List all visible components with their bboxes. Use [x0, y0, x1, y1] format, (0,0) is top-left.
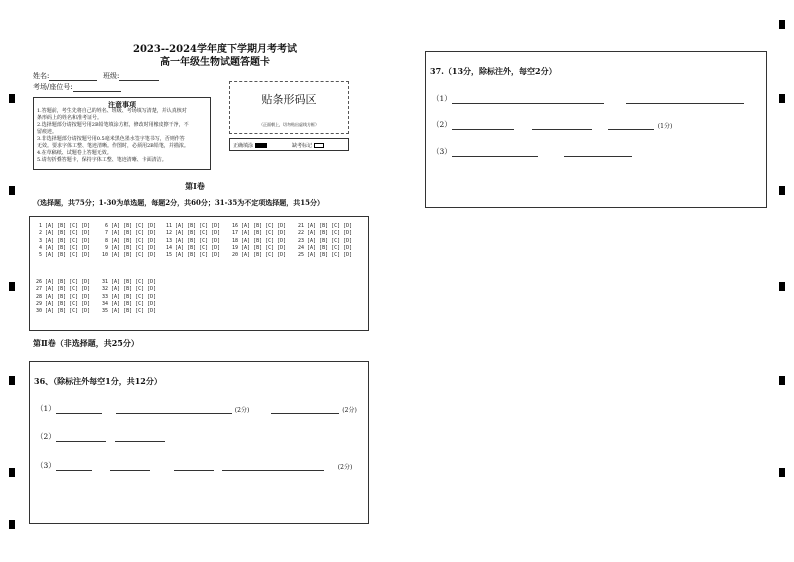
section2-title: 第Ⅱ卷（非选择题，共25分）	[33, 338, 139, 348]
answer-blank[interactable]	[56, 462, 92, 471]
q37-part1-label: （1）	[432, 94, 452, 103]
absent-label: 缺考标记	[292, 143, 313, 149]
answer-options[interactable]: [A] [B] [C] [D]	[111, 279, 157, 285]
position-mark	[9, 520, 15, 529]
answer-blank[interactable]	[564, 148, 632, 157]
choice-row[interactable]	[36, 301, 90, 308]
answer-options[interactable]: [A] [B] [C] [D]	[175, 230, 221, 237]
absent-checkbox[interactable]	[314, 143, 324, 148]
score-note: (1分)	[657, 123, 673, 130]
answer-blank[interactable]	[452, 95, 604, 104]
notice-line: 留痕迹。	[37, 129, 58, 135]
question-number: 4	[36, 244, 46, 251]
position-mark	[9, 468, 15, 477]
position-mark	[779, 186, 785, 195]
choice-row[interactable]	[232, 223, 286, 230]
position-mark	[9, 376, 15, 385]
question-number: 14	[166, 244, 176, 251]
answer-options[interactable]: [A] [B] [C] [D]	[45, 300, 91, 307]
choice-row[interactable]	[102, 286, 156, 293]
choice-row[interactable]	[166, 230, 220, 237]
answer-blank[interactable]	[56, 405, 102, 414]
answer-options[interactable]: [A] [B] [C] [D]	[111, 286, 157, 293]
q37-box[interactable]	[425, 51, 767, 208]
position-mark	[779, 20, 785, 29]
choice-row[interactable]	[36, 238, 90, 245]
answer-options[interactable]: [A] [B] [C] [D]	[45, 308, 91, 315]
correct-fill-label: 正确填涂	[233, 143, 254, 149]
notice-line: 5.请勿折叠答题卡，保持字体工整、笔迹清晰、卡面清洁。	[37, 157, 167, 163]
choice-row[interactable]	[102, 308, 156, 315]
answer-options[interactable]: [A] [B] [C] [D]	[45, 223, 91, 229]
question-number: 8	[102, 237, 112, 244]
question-number: 21	[298, 223, 308, 229]
q37-title: 37.（13分，除标注外，每空2分）	[430, 66, 557, 76]
answer-options[interactable]: [A] [B] [C] [D]	[111, 300, 157, 307]
choice-group[interactable]	[298, 223, 352, 259]
answer-blank[interactable]	[116, 405, 232, 414]
choice-group[interactable]	[36, 279, 90, 315]
choice-row[interactable]	[102, 230, 156, 237]
position-mark	[779, 468, 785, 477]
choices-box[interactable]	[29, 216, 369, 331]
q37-part2-label: （2）	[432, 120, 452, 129]
answer-blank[interactable]	[452, 121, 514, 130]
answer-options[interactable]: [A] [B] [C] [D]	[45, 244, 91, 251]
question-number: 11	[166, 223, 176, 229]
choice-row[interactable]	[298, 223, 352, 230]
question-number: 10	[102, 252, 112, 259]
q36-box[interactable]	[29, 361, 369, 524]
choice-row[interactable]	[232, 238, 286, 245]
choice-row[interactable]	[102, 238, 156, 245]
choice-row[interactable]	[36, 252, 90, 259]
answer-options[interactable]: [A] [B] [C] [D]	[307, 252, 353, 259]
position-mark	[779, 94, 785, 103]
barcode-area	[229, 81, 349, 134]
position-mark	[9, 186, 15, 195]
question-number: 20	[232, 252, 242, 259]
exam-subtitle: 高一年级生物试题答题卡	[160, 57, 270, 68]
question-number: 34	[102, 300, 112, 307]
answer-options[interactable]: [A] [B] [C] [D]	[111, 230, 157, 237]
question-number: 6	[102, 223, 112, 229]
answer-options[interactable]: [A] [B] [C] [D]	[45, 230, 91, 237]
choice-group[interactable]	[166, 223, 220, 259]
notice-title: 注意事项	[108, 100, 136, 109]
answer-options[interactable]: [A] [B] [C] [D]	[45, 252, 91, 259]
choice-row[interactable]	[298, 252, 352, 259]
answer-options[interactable]: [A] [B] [C] [D]	[175, 252, 221, 259]
q36-title: 36、（除标注外每空1分，共12分）	[34, 376, 162, 386]
choice-row[interactable]	[298, 238, 352, 245]
question-number: 27	[36, 286, 46, 293]
question-number: 33	[102, 293, 112, 300]
position-mark	[779, 282, 785, 291]
room-field[interactable]	[33, 82, 121, 92]
question-number: 2	[36, 230, 46, 237]
question-number: 7	[102, 230, 112, 237]
choice-row[interactable]	[36, 245, 90, 252]
choice-row[interactable]	[166, 238, 220, 245]
answer-options[interactable]: [A] [B] [C] [D]	[111, 244, 157, 251]
question-number: 32	[102, 286, 112, 293]
answer-options[interactable]: [A] [B] [C] [D]	[45, 293, 91, 300]
answer-blank[interactable]	[532, 121, 592, 130]
choice-row[interactable]	[166, 245, 220, 252]
question-number: 12	[166, 230, 176, 237]
choice-row[interactable]	[102, 245, 156, 252]
choice-row[interactable]	[298, 245, 352, 252]
question-number: 9	[102, 244, 112, 251]
choice-row[interactable]	[36, 279, 90, 286]
answer-options[interactable]: [A] [B] [C] [D]	[241, 237, 287, 244]
choice-row[interactable]	[36, 286, 90, 293]
room-label: 考场/座位号:	[33, 83, 73, 91]
answer-options[interactable]: [A] [B] [C] [D]	[241, 252, 287, 259]
answer-blank[interactable]	[222, 462, 324, 471]
question-number: 3	[36, 237, 46, 244]
answer-options[interactable]: [A] [B] [C] [D]	[111, 252, 157, 259]
choice-row[interactable]	[232, 245, 286, 252]
answer-options[interactable]: [A] [B] [C] [D]	[241, 223, 287, 229]
answer-options[interactable]: [A] [B] [C] [D]	[175, 237, 221, 244]
name-label: 姓名:	[33, 72, 50, 80]
correct-fill-mark	[255, 143, 267, 148]
question-number: 29	[36, 300, 46, 307]
barcode-hint: （正面朝上，切勿贴出虚线方框）	[259, 122, 319, 127]
question-number: 22	[298, 230, 308, 237]
answer-options[interactable]: [A] [B] [C] [D]	[175, 223, 221, 229]
choice-row[interactable]	[166, 252, 220, 259]
answer-blank[interactable]	[271, 405, 339, 414]
answer-options[interactable]: [A] [B] [C] [D]	[241, 244, 287, 251]
answer-options[interactable]: [A] [B] [C] [D]	[307, 244, 353, 251]
question-number: 16	[232, 223, 242, 229]
question-number: 30	[36, 308, 46, 315]
choice-row[interactable]	[36, 223, 90, 230]
question-number: 35	[102, 308, 112, 315]
question-number: 25	[298, 252, 308, 259]
answer-options[interactable]: [A] [B] [C] [D]	[307, 230, 353, 237]
q37-part3-label: （3）	[432, 147, 452, 156]
question-number: 17	[232, 230, 242, 237]
choice-row[interactable]	[36, 294, 90, 301]
choice-row[interactable]	[36, 308, 90, 315]
answer-blank[interactable]	[452, 148, 538, 157]
position-mark	[9, 282, 15, 291]
choice-group[interactable]	[102, 279, 156, 315]
choice-row[interactable]	[102, 294, 156, 301]
question-number: 26	[36, 279, 46, 285]
answer-options[interactable]: [A] [B] [C] [D]	[175, 244, 221, 251]
barcode-label: 贴条形码区	[261, 93, 317, 106]
answer-options[interactable]: [A] [B] [C] [D]	[111, 308, 157, 315]
choice-group[interactable]	[36, 223, 90, 259]
name-field[interactable]	[33, 71, 97, 81]
score-note: (2分)	[234, 407, 250, 414]
class-label: 班级:	[103, 72, 120, 80]
q36-part3-label: （3）	[36, 461, 56, 470]
question-number: 13	[166, 237, 176, 244]
answer-blank[interactable]	[174, 462, 214, 471]
position-mark	[779, 376, 785, 385]
question-number: 5	[36, 252, 46, 259]
notice-box	[33, 97, 211, 170]
answer-options[interactable]: [A] [B] [C] [D]	[241, 230, 287, 237]
answer-blank[interactable]	[56, 433, 106, 442]
answer-blank[interactable]	[115, 433, 165, 442]
choice-group[interactable]	[232, 223, 286, 259]
question-number: 28	[36, 293, 46, 300]
question-number: 18	[232, 237, 242, 244]
fill-example	[229, 138, 349, 151]
choice-row[interactable]	[102, 252, 156, 259]
choice-group[interactable]	[102, 223, 156, 259]
score-note: (2分)	[337, 464, 353, 471]
question-number: 1	[36, 223, 46, 229]
answer-blank[interactable]	[110, 462, 150, 471]
choice-row[interactable]	[102, 279, 156, 286]
section1-title: 第Ⅰ卷	[185, 181, 205, 191]
answer-options[interactable]: [A] [B] [C] [D]	[307, 223, 353, 229]
question-number: 15	[166, 252, 176, 259]
position-mark	[9, 94, 15, 103]
exam-title: 2023--2024学年度下学期月考考试	[133, 44, 297, 55]
notice-line: 1.答题前，考生先将自己的姓名、班级、考场填写清楚，并认真核对	[37, 108, 187, 114]
choice-row[interactable]	[298, 230, 352, 237]
answer-options[interactable]: [A] [B] [C] [D]	[45, 286, 91, 293]
notice-line: 无效。要求字体工整、笔迹清晰。作图时，必须用2B铅笔，并描浓。	[37, 143, 189, 149]
notice-line: 条形码上的姓名和准考证号。	[37, 115, 103, 121]
answer-options[interactable]: [A] [B] [C] [D]	[111, 223, 157, 229]
q36-part1-label: （1）	[36, 404, 56, 413]
notice-line: 3.非选择题部分请按题号用0.5毫米黑色墨水签字笔书写，否则作答	[37, 136, 185, 142]
answer-options[interactable]: [A] [B] [C] [D]	[45, 279, 91, 285]
answer-blank[interactable]	[608, 121, 654, 130]
notice-line: 2.选择题部分请按题号用2B铅笔填涂方框，修改时用橡皮擦干净，不	[37, 122, 189, 128]
q36-part2-label: （2）	[36, 432, 56, 441]
answer-options[interactable]: [A] [B] [C] [D]	[307, 237, 353, 244]
choice-row[interactable]	[102, 301, 156, 308]
question-number: 23	[298, 237, 308, 244]
answer-blank[interactable]	[626, 95, 744, 104]
answer-options[interactable]: [A] [B] [C] [D]	[111, 293, 157, 300]
answer-options[interactable]: [A] [B] [C] [D]	[45, 237, 91, 244]
score-note: (2分)	[342, 407, 357, 414]
choice-row[interactable]	[232, 252, 286, 259]
question-number: 24	[298, 244, 308, 251]
choice-row[interactable]	[102, 223, 156, 230]
notice-line: 4.在草稿纸、试题卷上答题无效。	[37, 150, 112, 156]
answer-options[interactable]: [A] [B] [C] [D]	[111, 237, 157, 244]
question-number: 31	[102, 279, 112, 285]
choice-row[interactable]	[232, 230, 286, 237]
choice-row[interactable]	[36, 230, 90, 237]
section1-instructions: （选择题，共75分；1-30为单选题，每题2分，共60分；31-35为不定项选择题，共15分）	[33, 198, 324, 207]
choice-row[interactable]	[166, 223, 220, 230]
question-number: 19	[232, 244, 242, 251]
class-field[interactable]	[103, 71, 159, 81]
